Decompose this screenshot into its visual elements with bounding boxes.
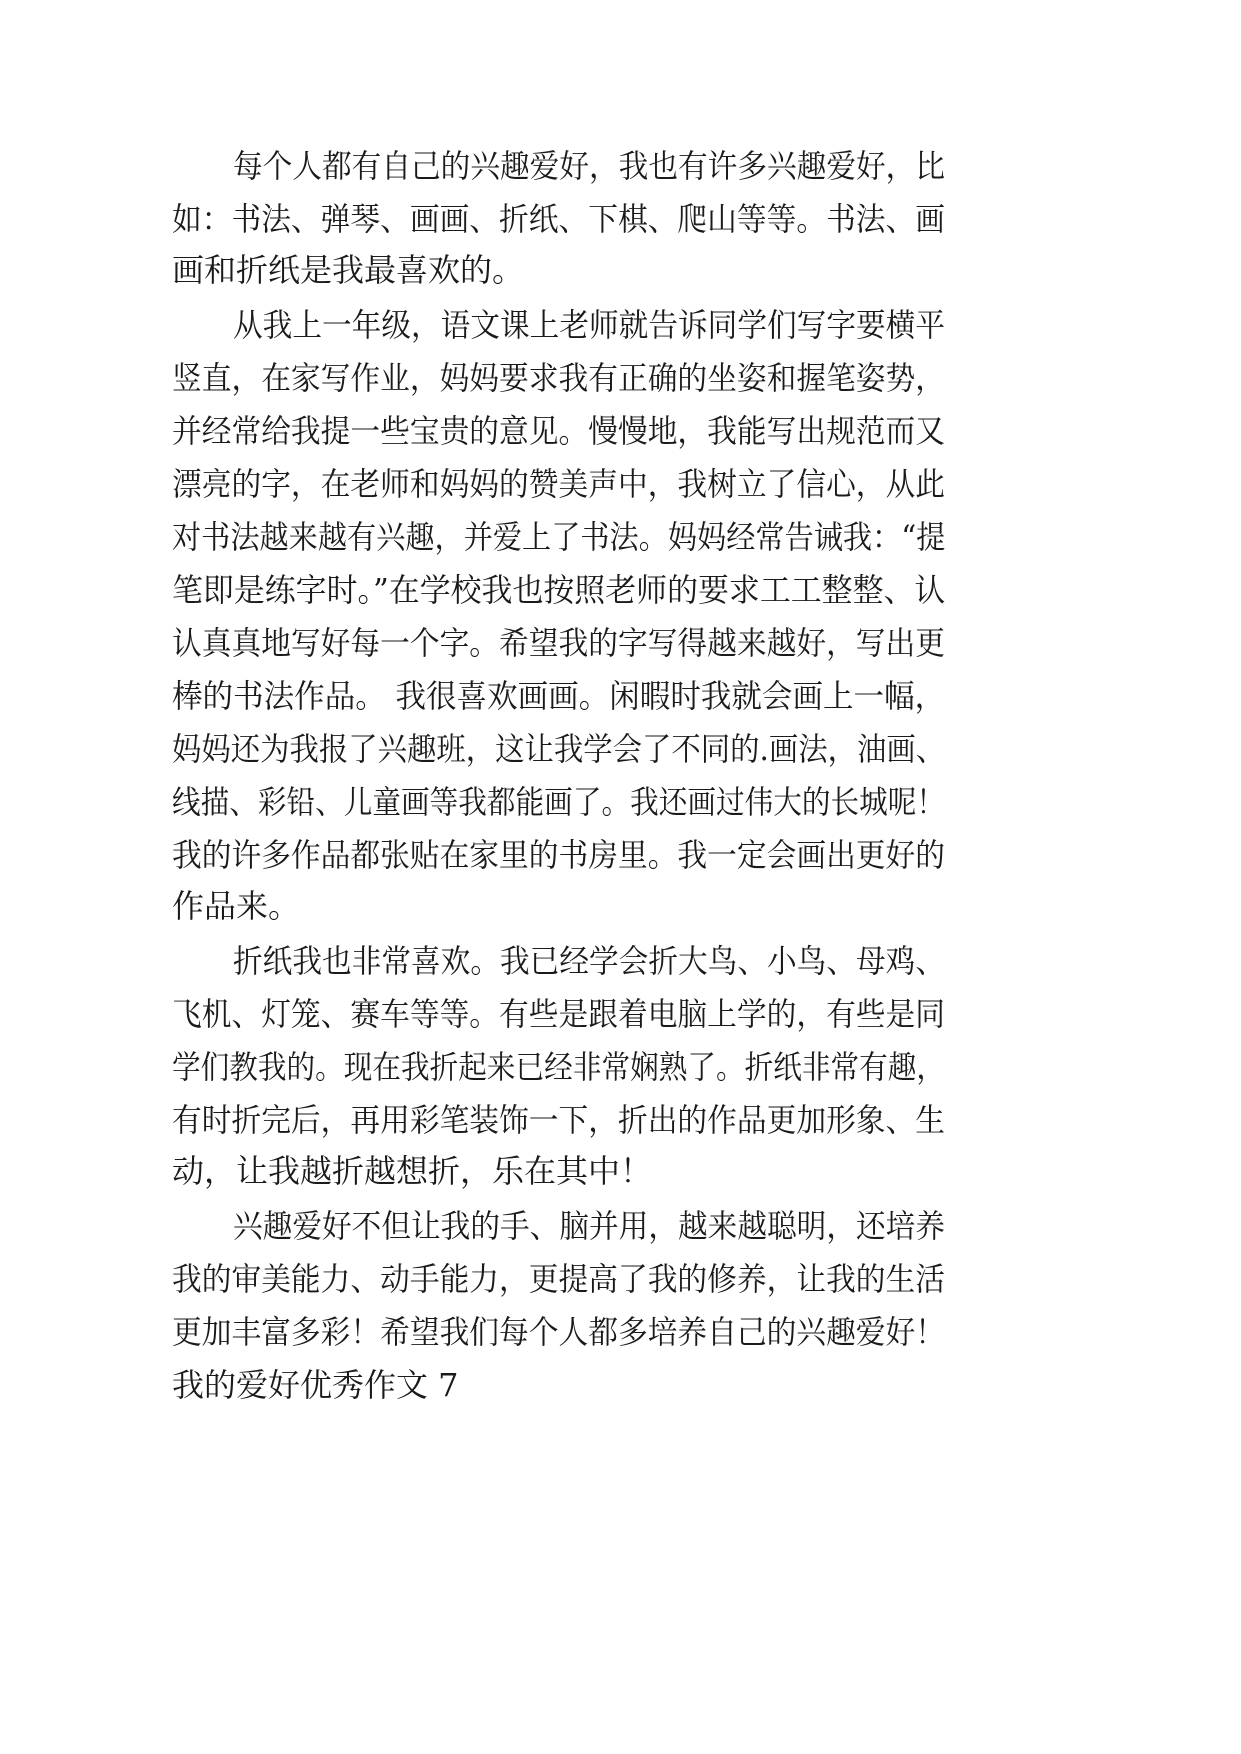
- text-line: 线描、彩铅、儿童画等我都能画了。我还画过伟大的长城呢！: [172, 783, 946, 821]
- text-line: 如：书法、弹琴、画画、折纸、下棋、爬山等等。书法、画: [172, 200, 946, 238]
- text-line: 画和折纸是我最喜欢的。: [172, 251, 525, 289]
- text-line: 折纸我也非常喜欢。我已经学会折大鸟、小鸟、母鸡、: [233, 942, 946, 980]
- text-line: 作品来。: [172, 887, 301, 925]
- text-line: 笔即是练字时。”在学校我也按照老师的要求工工整整、认: [172, 571, 946, 609]
- text-line: 学们教我的。现在我折起来已经非常娴熟了。折纸非常有趣，: [172, 1048, 946, 1086]
- text-line: 我的爱好优秀作文 7: [172, 1366, 459, 1404]
- text-line: 竖直，在家写作业，妈妈要求我有正确的坐姿和握笔姿势，: [172, 359, 946, 397]
- text-line: 并经常给我提一些宝贵的意见。慢慢地，我能写出规范而又: [172, 412, 946, 450]
- text-line: 兴趣爱好不但让我的手、脑并用，越来越聪明，还培养: [233, 1207, 946, 1245]
- text-line: 从我上一年级，语文课上老师就告诉同学们写字要横平: [233, 306, 946, 344]
- text-line: 我的许多作品都张贴在家里的书房里。我一定会画出更好的: [172, 836, 946, 874]
- text-line: 有时折完后，再用彩笔装饰一下，折出的作品更加形象、生: [172, 1101, 946, 1139]
- text-line: 棒的书法作品。 我很喜欢画画。闲暇时我就会画上一幅，: [172, 677, 946, 715]
- text-line: 更加丰富多彩！希望我们每个人都多培养自己的兴趣爱好！: [172, 1313, 946, 1351]
- text-line: 每个人都有自己的兴趣爱好，我也有许多兴趣爱好，比: [233, 147, 946, 185]
- text-line: 认真真地写好每一个字。希望我的字写得越来越好，写出更: [172, 624, 946, 662]
- text-line: 妈妈还为我报了兴趣班，这让我学会了不同的.画法，油画、: [172, 730, 946, 768]
- text-line: 我的审美能力、动手能力，更提高了我的修养，让我的生活: [172, 1260, 946, 1298]
- text-line: 飞机、灯笼、赛车等等。有些是跟着电脑上学的，有些是同: [172, 995, 946, 1033]
- text-line: 漂亮的字，在老师和妈妈的赞美声中，我树立了信心，从此: [172, 465, 946, 503]
- text-line: 动，让我越折越想折，乐在其中！: [172, 1152, 653, 1190]
- text-line: 对书法越来越有兴趣，并爱上了书法。妈妈经常告诫我：“提: [172, 518, 946, 556]
